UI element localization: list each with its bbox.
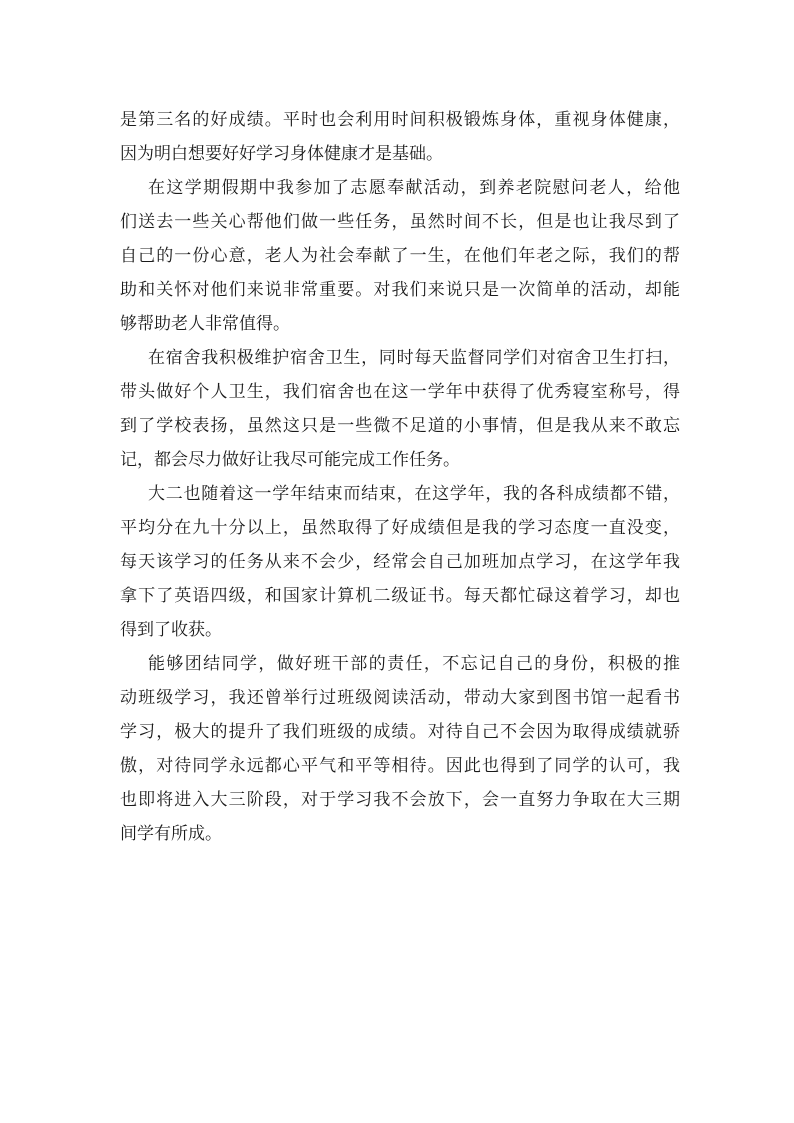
text-line: 记，都会尽力做好让我尽可能完成工作任务。 [120, 450, 460, 470]
paragraph-4 [120, 477, 680, 647]
text-line: 到了学校表扬，虽然这只是一些微不足道的小事情，但是我从来不敢忘 [120, 416, 680, 436]
text-line: 在宿舍我积极维护宿舍卫生，同时每天监督同学们对宿舍卫生打扫， [148, 348, 680, 368]
text-line: 也即将进入大三阶段，对于学习我不会放下，会一直努力争取在大三期 [120, 790, 680, 810]
text-line: 每天该学习的任务从来不会少，经常会自己加班加点学习，在这学年我 [120, 552, 680, 572]
text-line: 带头做好个人卫生，我们宿舍也在这一学年中获得了优秀寝室称号，得 [120, 382, 680, 402]
paragraph-3 [120, 341, 680, 477]
text-line: 动班级学习，我还曾举行过班级阅读活动，带动大家到图书馆一起看书 [120, 688, 680, 708]
text-line: 傲，对待同学永远都心平气和平等相待。因此也得到了同学的认可，我 [120, 756, 680, 776]
document-body [120, 103, 680, 851]
text-line: 得到了收获。 [120, 620, 222, 640]
paragraph-1 [120, 103, 680, 171]
text-line: 在这学期假期中我参加了志愿奉献活动，到养老院慰问老人，给他 [148, 178, 680, 198]
paragraph-5 [120, 647, 680, 851]
text-line: 平均分在九十分以上，虽然取得了好成绩但是我的学习态度一直没变， [120, 518, 680, 538]
text-line: 是第三名的好成绩。平时也会利用时间积极锻炼身体，重视身体健康， [120, 110, 680, 130]
text-line: 们送去一些关心帮他们做一些任务，虽然时间不长，但是也让我尽到了 [120, 212, 680, 232]
text-line: 助和关怀对他们来说非常重要。对我们来说只是一次简单的活动，却能 [120, 280, 680, 300]
text-line: 够帮助老人非常值得。 [120, 314, 290, 334]
text-line: 间学有所成。 [120, 824, 222, 844]
paragraph-2 [120, 171, 680, 341]
text-line: 能够团结同学，做好班干部的责任，不忘记自己的身份，积极的推 [148, 654, 680, 674]
text-line: 自己的一份心意，老人为社会奉献了一生，在他们年老之际，我们的帮 [120, 246, 680, 266]
text-line: 学习，极大的提升了我们班级的成绩。对待自己不会因为取得成绩就骄 [120, 722, 680, 742]
text-line: 因为明白想要好好学习身体健康才是基础。 [120, 144, 443, 164]
text-line: 拿下了英语四级，和国家计算机二级证书。每天都忙碌这着学习，却也 [120, 586, 680, 606]
text-line: 大二也随着这一学年结束而结束，在这学年，我的各科成绩都不错， [148, 484, 680, 504]
